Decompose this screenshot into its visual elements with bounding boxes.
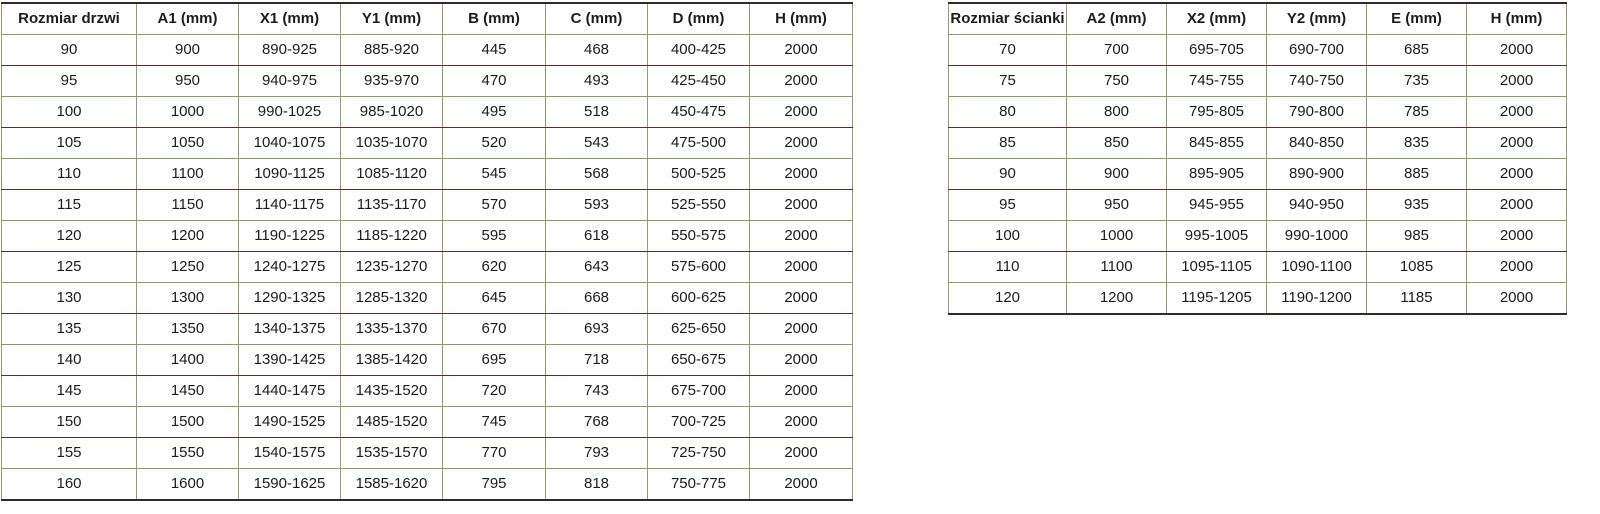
table-cell: 890-925 [239, 35, 341, 66]
table-cell: 720 [443, 376, 546, 407]
table-cell: 690-700 [1267, 35, 1367, 66]
table-cell: 845-855 [1167, 128, 1267, 159]
table-cell: 620 [443, 252, 546, 283]
table-cell: 675-700 [648, 376, 750, 407]
table-cell: 2000 [750, 283, 853, 314]
column-header: C (mm) [546, 3, 648, 35]
table-row [949, 190, 1567, 221]
table-cell: 795-805 [1167, 97, 1267, 128]
table-cell: 1235-1270 [341, 252, 443, 283]
table-cell: 95 [2, 66, 137, 97]
table-cell: 80 [949, 97, 1067, 128]
table-cell: 140 [2, 345, 137, 376]
table-cell: 745 [443, 407, 546, 438]
table-cell: 445 [443, 35, 546, 66]
table-cell: 125 [2, 252, 137, 283]
table-cell: 950 [1067, 190, 1167, 221]
table-cell: 1240-1275 [239, 252, 341, 283]
table-cell: 940-975 [239, 66, 341, 97]
table-cell: 1000 [137, 97, 239, 128]
column-header: Rozmiar drzwi [2, 3, 137, 35]
table-cell: 120 [949, 283, 1067, 315]
table-cell: 1200 [1067, 283, 1167, 315]
table-row [2, 35, 853, 66]
table-cell: 650-675 [648, 345, 750, 376]
table-cell: 2000 [1467, 35, 1567, 66]
table-cell: 718 [546, 345, 648, 376]
table-cell: 1485-1520 [341, 407, 443, 438]
table-row [2, 97, 853, 128]
table-cell: 1335-1370 [341, 314, 443, 345]
table-cell: 850 [1067, 128, 1167, 159]
table-cell: 785 [1367, 97, 1467, 128]
table-cell: 895-905 [1167, 159, 1267, 190]
table-cell: 685 [1367, 35, 1467, 66]
table-cell: 725-750 [648, 438, 750, 469]
door-dimensions-table [1, 2, 853, 501]
table-cell: 1135-1170 [341, 190, 443, 221]
table-cell: 600-625 [648, 283, 750, 314]
table-cell: 160 [2, 469, 137, 501]
table-cell: 525-550 [648, 190, 750, 221]
table-cell: 1050 [137, 128, 239, 159]
table-cell: 1185-1220 [341, 221, 443, 252]
table-cell: 2000 [750, 345, 853, 376]
table-cell: 935-970 [341, 66, 443, 97]
table-cell: 625-650 [648, 314, 750, 345]
table-cell: 95 [949, 190, 1067, 221]
table-cell: 940-950 [1267, 190, 1367, 221]
table-cell: 2000 [1467, 66, 1567, 97]
column-header: H (mm) [750, 3, 853, 35]
table-cell: 668 [546, 283, 648, 314]
table-cell: 100 [2, 97, 137, 128]
table-cell: 1385-1420 [341, 345, 443, 376]
table-row [949, 159, 1567, 190]
table-row [2, 159, 853, 190]
table-cell: 645 [443, 283, 546, 314]
table-cell: 2000 [1467, 221, 1567, 252]
table-cell: 745-755 [1167, 66, 1267, 97]
table-cell: 2000 [1467, 190, 1567, 221]
header-row [2, 3, 853, 35]
table-cell: 935 [1367, 190, 1467, 221]
table-row [949, 221, 1567, 252]
table-cell: 1190-1225 [239, 221, 341, 252]
table-cell: 1150 [137, 190, 239, 221]
table-cell: 470 [443, 66, 546, 97]
table-cell: 1250 [137, 252, 239, 283]
column-header: Y2 (mm) [1267, 3, 1367, 35]
table-cell: 2000 [750, 376, 853, 407]
table-cell: 468 [546, 35, 648, 66]
table-cell: 1350 [137, 314, 239, 345]
table-cell: 493 [546, 66, 648, 97]
column-header: Y1 (mm) [341, 3, 443, 35]
table-cell: 700-725 [648, 407, 750, 438]
table-cell: 985 [1367, 221, 1467, 252]
table-cell: 743 [546, 376, 648, 407]
header-row [949, 3, 1567, 35]
table-cell: 995-1005 [1167, 221, 1267, 252]
table-cell: 75 [949, 66, 1067, 97]
table-cell: 120 [2, 221, 137, 252]
table-cell: 1000 [1067, 221, 1167, 252]
table-cell: 2000 [1467, 252, 1567, 283]
table-row [949, 128, 1567, 159]
table-cell: 695 [443, 345, 546, 376]
table-cell: 155 [2, 438, 137, 469]
table-cell: 695-705 [1167, 35, 1267, 66]
table-cell: 500-525 [648, 159, 750, 190]
column-header: X1 (mm) [239, 3, 341, 35]
table-cell: 1195-1205 [1167, 283, 1267, 315]
table-cell: 1085-1120 [341, 159, 443, 190]
table-cell: 595 [443, 221, 546, 252]
table-cell: 670 [443, 314, 546, 345]
table-cell: 85 [949, 128, 1067, 159]
table-cell: 1450 [137, 376, 239, 407]
table-cell: 2000 [750, 469, 853, 501]
table-cell: 90 [2, 35, 137, 66]
table-cell: 1085 [1367, 252, 1467, 283]
table-cell: 2000 [750, 252, 853, 283]
table-cell: 1300 [137, 283, 239, 314]
table-cell: 1185 [1367, 283, 1467, 315]
table-cell: 593 [546, 190, 648, 221]
table-cell: 545 [443, 159, 546, 190]
table-cell: 740-750 [1267, 66, 1367, 97]
table-cell: 1600 [137, 469, 239, 501]
table-row [949, 97, 1567, 128]
table-cell: 885-920 [341, 35, 443, 66]
table-row [2, 314, 853, 345]
table-cell: 1140-1175 [239, 190, 341, 221]
table-cell: 568 [546, 159, 648, 190]
column-header: A1 (mm) [137, 3, 239, 35]
table-cell: 115 [2, 190, 137, 221]
table-cell: 520 [443, 128, 546, 159]
table-cell: 543 [546, 128, 648, 159]
table-cell: 885 [1367, 159, 1467, 190]
table-cell: 2000 [750, 221, 853, 252]
table-cell: 795 [443, 469, 546, 501]
table-cell: 985-1020 [341, 97, 443, 128]
column-header: B (mm) [443, 3, 546, 35]
table-cell: 110 [2, 159, 137, 190]
table-cell: 1285-1320 [341, 283, 443, 314]
table-cell: 950 [137, 66, 239, 97]
table-cell: 1340-1375 [239, 314, 341, 345]
table-cell: 70 [949, 35, 1067, 66]
table-row [2, 190, 853, 221]
table-row [949, 35, 1567, 66]
table-cell: 2000 [1467, 159, 1567, 190]
table-cell: 105 [2, 128, 137, 159]
table-row [2, 438, 853, 469]
table-cell: 90 [949, 159, 1067, 190]
table-cell: 1290-1325 [239, 283, 341, 314]
table-cell: 790-800 [1267, 97, 1367, 128]
table-cell: 400-425 [648, 35, 750, 66]
table-cell: 110 [949, 252, 1067, 283]
table-cell: 793 [546, 438, 648, 469]
table-cell: 150 [2, 407, 137, 438]
table-cell: 1585-1620 [341, 469, 443, 501]
table-cell: 700 [1067, 35, 1167, 66]
table-cell: 1400 [137, 345, 239, 376]
table-cell: 693 [546, 314, 648, 345]
table-cell: 945-955 [1167, 190, 1267, 221]
table-cell: 1095-1105 [1167, 252, 1267, 283]
table-cell: 840-850 [1267, 128, 1367, 159]
table-cell: 1100 [1067, 252, 1167, 283]
table-cell: 2000 [1467, 128, 1567, 159]
table-cell: 1435-1520 [341, 376, 443, 407]
table-row [2, 376, 853, 407]
table-cell: 1535-1570 [341, 438, 443, 469]
table-cell: 450-475 [648, 97, 750, 128]
table-cell: 2000 [750, 35, 853, 66]
table-cell: 1390-1425 [239, 345, 341, 376]
table-cell: 135 [2, 314, 137, 345]
table-cell: 2000 [750, 97, 853, 128]
table-cell: 835 [1367, 128, 1467, 159]
table-cell: 2000 [750, 407, 853, 438]
table-row [949, 66, 1567, 97]
table-cell: 2000 [1467, 97, 1567, 128]
table-row [2, 66, 853, 97]
table-row [2, 252, 853, 283]
table-cell: 2000 [750, 190, 853, 221]
table-cell: 2000 [750, 159, 853, 190]
table-cell: 1090-1125 [239, 159, 341, 190]
table-cell: 100 [949, 221, 1067, 252]
table-cell: 1490-1525 [239, 407, 341, 438]
table-cell: 1500 [137, 407, 239, 438]
table-cell: 145 [2, 376, 137, 407]
table-row [949, 283, 1567, 315]
table-cell: 990-1025 [239, 97, 341, 128]
table-cell: 900 [1067, 159, 1167, 190]
table-cell: 1200 [137, 221, 239, 252]
table-cell: 818 [546, 469, 648, 501]
table-cell: 1040-1075 [239, 128, 341, 159]
table-row [949, 252, 1567, 283]
table-cell: 768 [546, 407, 648, 438]
table-cell: 735 [1367, 66, 1467, 97]
column-header: A2 (mm) [1067, 3, 1167, 35]
table-row [2, 345, 853, 376]
table-row [2, 469, 853, 501]
column-header: Rozmiar ścianki [949, 3, 1067, 35]
table-cell: 550-575 [648, 221, 750, 252]
table-cell: 2000 [1467, 283, 1567, 315]
table-cell: 1550 [137, 438, 239, 469]
table-cell: 130 [2, 283, 137, 314]
table-cell: 900 [137, 35, 239, 66]
table-row [2, 221, 853, 252]
table-cell: 1540-1575 [239, 438, 341, 469]
table-cell: 770 [443, 438, 546, 469]
table-row [2, 283, 853, 314]
column-header: E (mm) [1367, 3, 1467, 35]
table-row [2, 128, 853, 159]
table-cell: 2000 [750, 314, 853, 345]
table-cell: 575-600 [648, 252, 750, 283]
column-header: D (mm) [648, 3, 750, 35]
table-cell: 1590-1625 [239, 469, 341, 501]
table-cell: 618 [546, 221, 648, 252]
table-cell: 1035-1070 [341, 128, 443, 159]
column-header: X2 (mm) [1167, 3, 1267, 35]
table-cell: 1190-1200 [1267, 283, 1367, 315]
table-cell: 1100 [137, 159, 239, 190]
column-header: H (mm) [1467, 3, 1567, 35]
table-cell: 425-450 [648, 66, 750, 97]
table-cell: 890-900 [1267, 159, 1367, 190]
table-cell: 1090-1100 [1267, 252, 1367, 283]
table-cell: 2000 [750, 66, 853, 97]
table-cell: 518 [546, 97, 648, 128]
table-cell: 2000 [750, 438, 853, 469]
table-cell: 2000 [750, 128, 853, 159]
table-cell: 643 [546, 252, 648, 283]
table-cell: 475-500 [648, 128, 750, 159]
wall-dimensions-table [948, 2, 1567, 315]
table-row [2, 407, 853, 438]
table-cell: 750-775 [648, 469, 750, 501]
table-cell: 495 [443, 97, 546, 128]
table-cell: 1440-1475 [239, 376, 341, 407]
table-cell: 800 [1067, 97, 1167, 128]
table-cell: 990-1000 [1267, 221, 1367, 252]
table-cell: 570 [443, 190, 546, 221]
table-cell: 750 [1067, 66, 1167, 97]
